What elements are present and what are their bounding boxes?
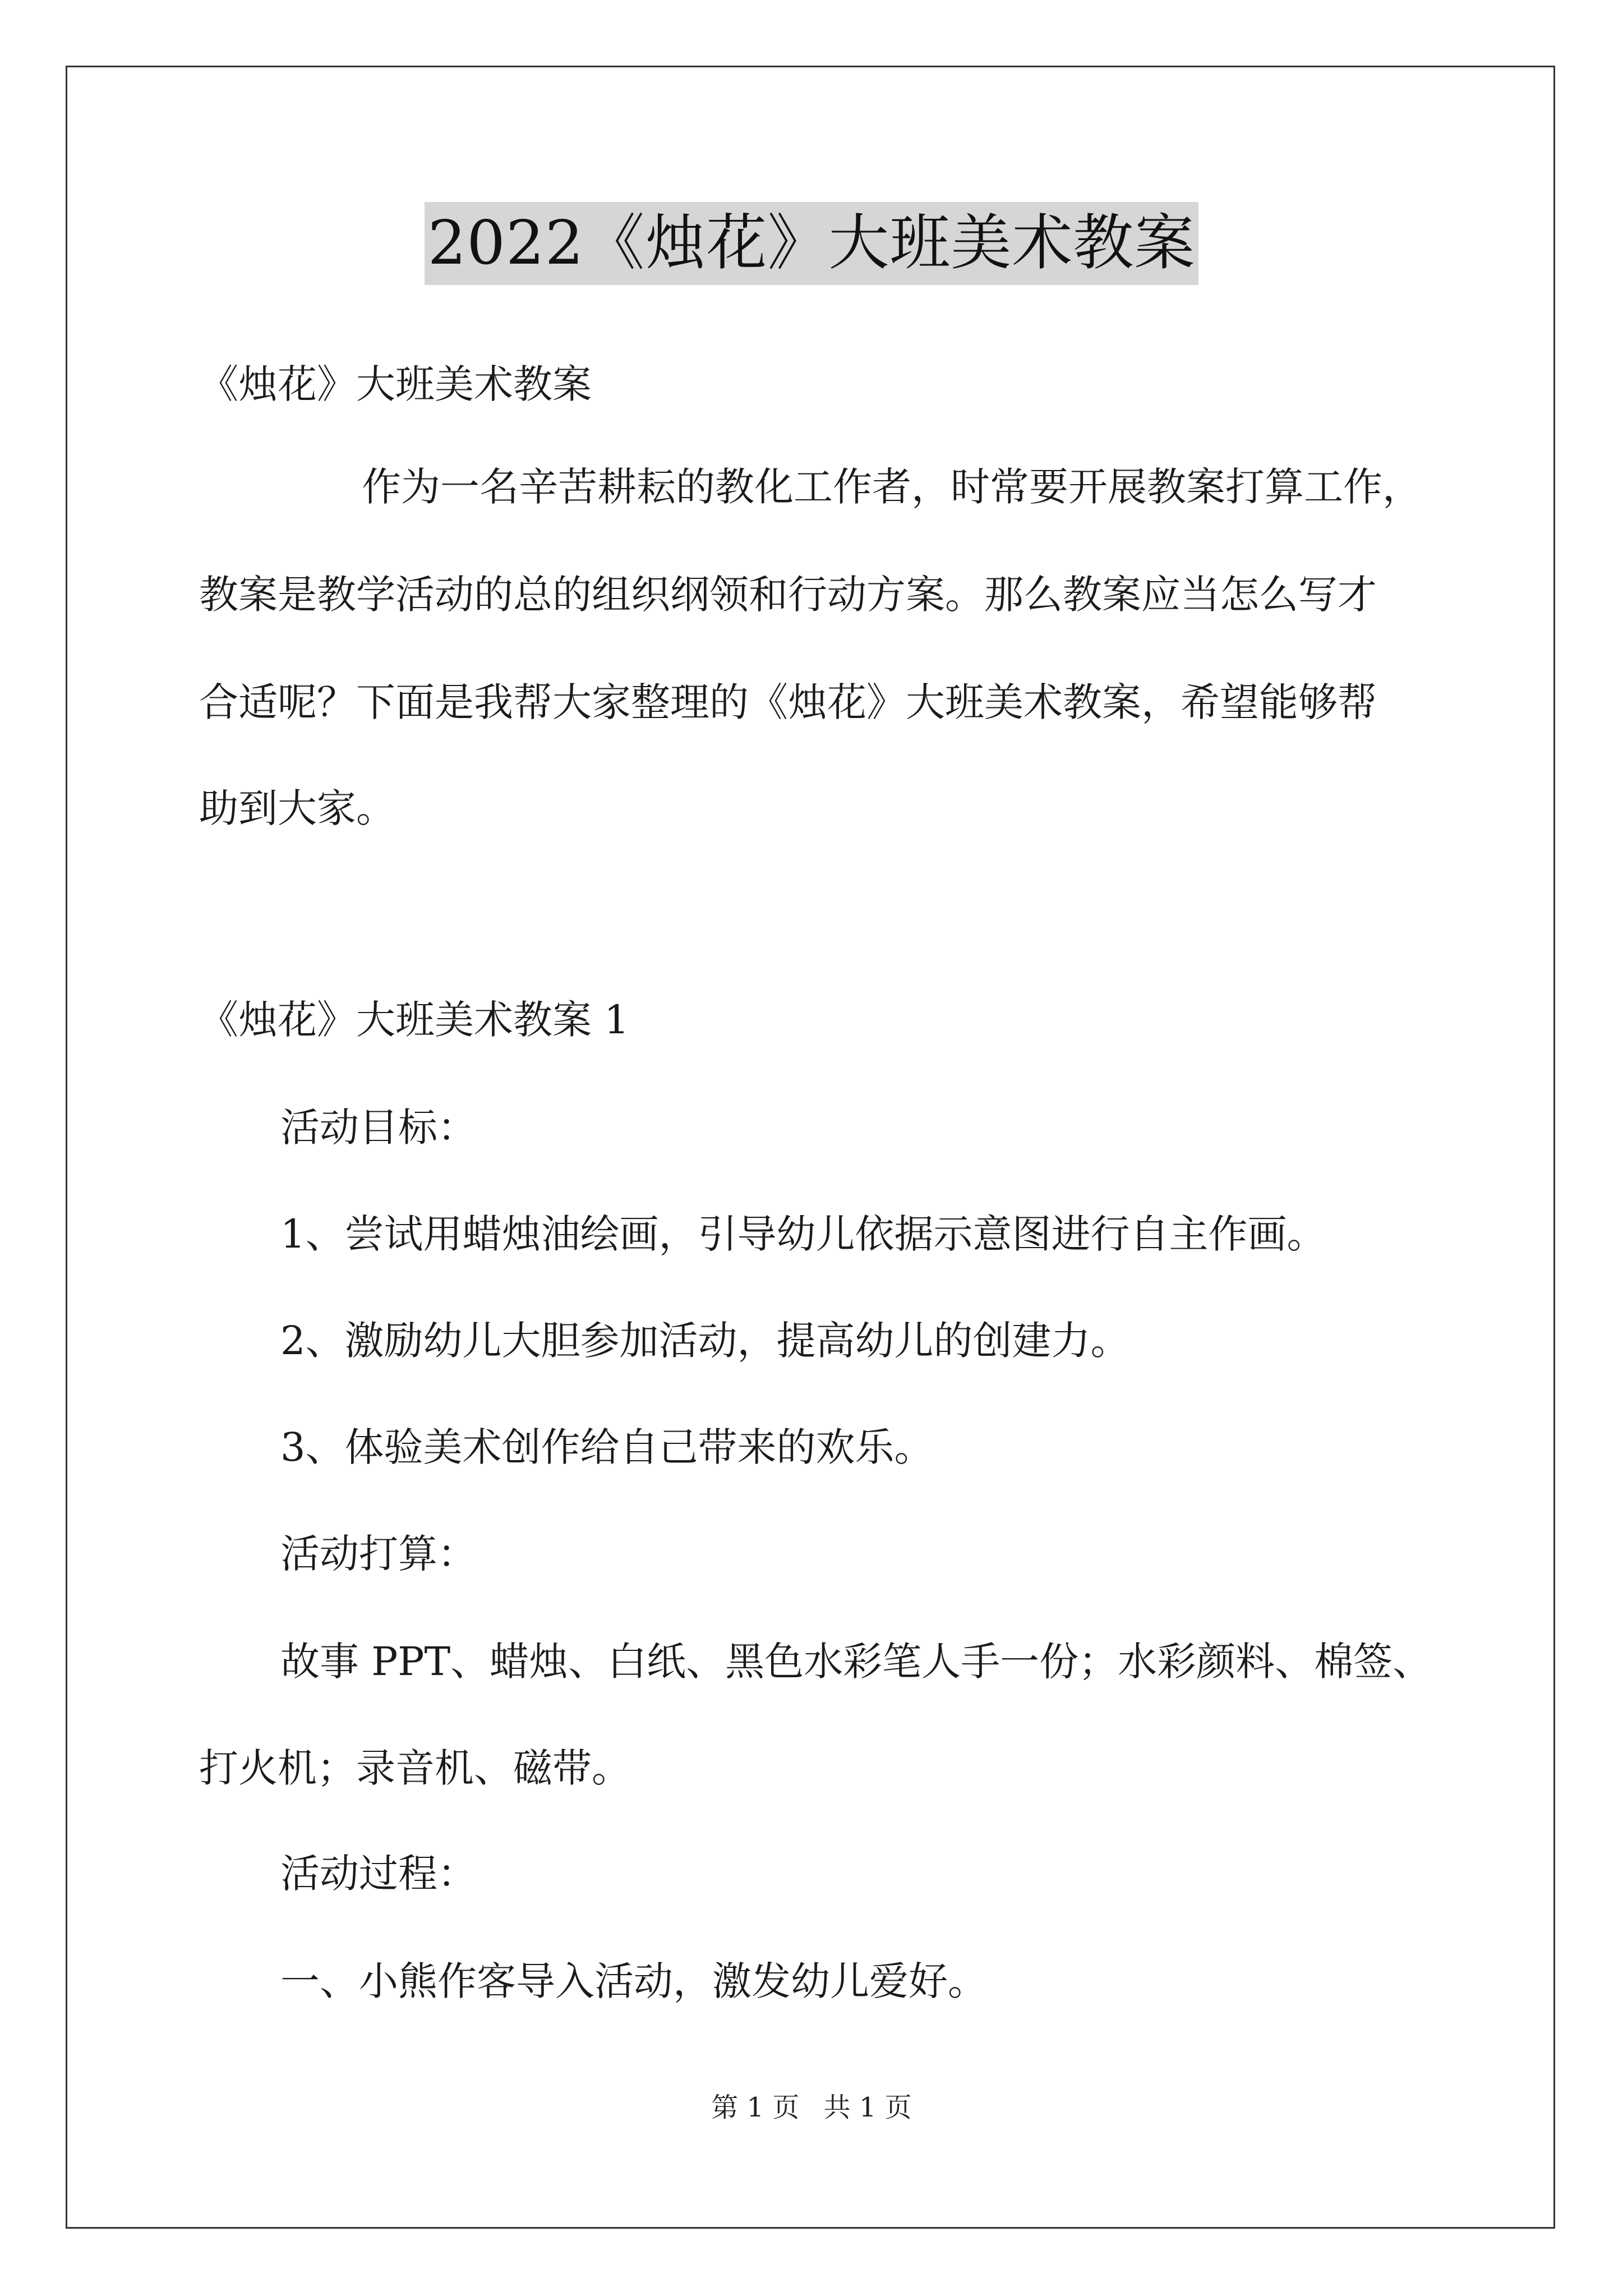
prep-line-1: 故事 PPT、蜡烛、白纸、黑色水彩笔人手一份；水彩颜料、棉签、 (280, 1639, 1432, 1685)
goal-item-2: 2、激励幼儿大胆参加活动，提高幼儿的创建力。 (280, 1318, 1130, 1364)
title-container (0, 202, 1623, 285)
intro-line-3: 合适呢？下面是我帮大家整理的《烛花》大班美术教案，希望能够帮 (199, 679, 1377, 725)
subtitle-line: 《烛花》大班美术教案 (199, 361, 592, 407)
activity-process-heading: 活动过程： (280, 1851, 477, 1897)
intro-line-1: 作为一名辛苦耕耘的教化工作者，时常要开展教案打算工作， (362, 464, 1422, 510)
activity-prep-heading: 活动打算： (280, 1531, 477, 1577)
page-total: 共 1 页 (823, 2092, 912, 2123)
goal-item-1: 1、尝试用蜡烛油绘画，引导幼儿依据示意图进行自主作画。 (280, 1211, 1326, 1257)
document-title: 2022《烛花》大班美术教案 (425, 202, 1199, 285)
goal-item-3: 3、体验美术创作给自己带来的欢乐。 (280, 1424, 934, 1470)
page-number: 第 1 页 (711, 2092, 800, 2123)
activity-goals-heading: 活动目标： (280, 1105, 477, 1151)
process-step-1: 一、小熊作客导入活动，激发幼儿爱好。 (280, 1958, 987, 2004)
prep-line-2: 打火机；录音机、磁带。 (199, 1745, 631, 1791)
intro-line-4: 助到大家。 (199, 785, 395, 831)
intro-line-2: 教案是教学活动的总的组织纲领和行动方案。那么教案应当怎么写才 (199, 572, 1377, 618)
page-footer (0, 2091, 1623, 2124)
section-heading-1: 《烛花》大班美术教案 1 (199, 997, 629, 1043)
